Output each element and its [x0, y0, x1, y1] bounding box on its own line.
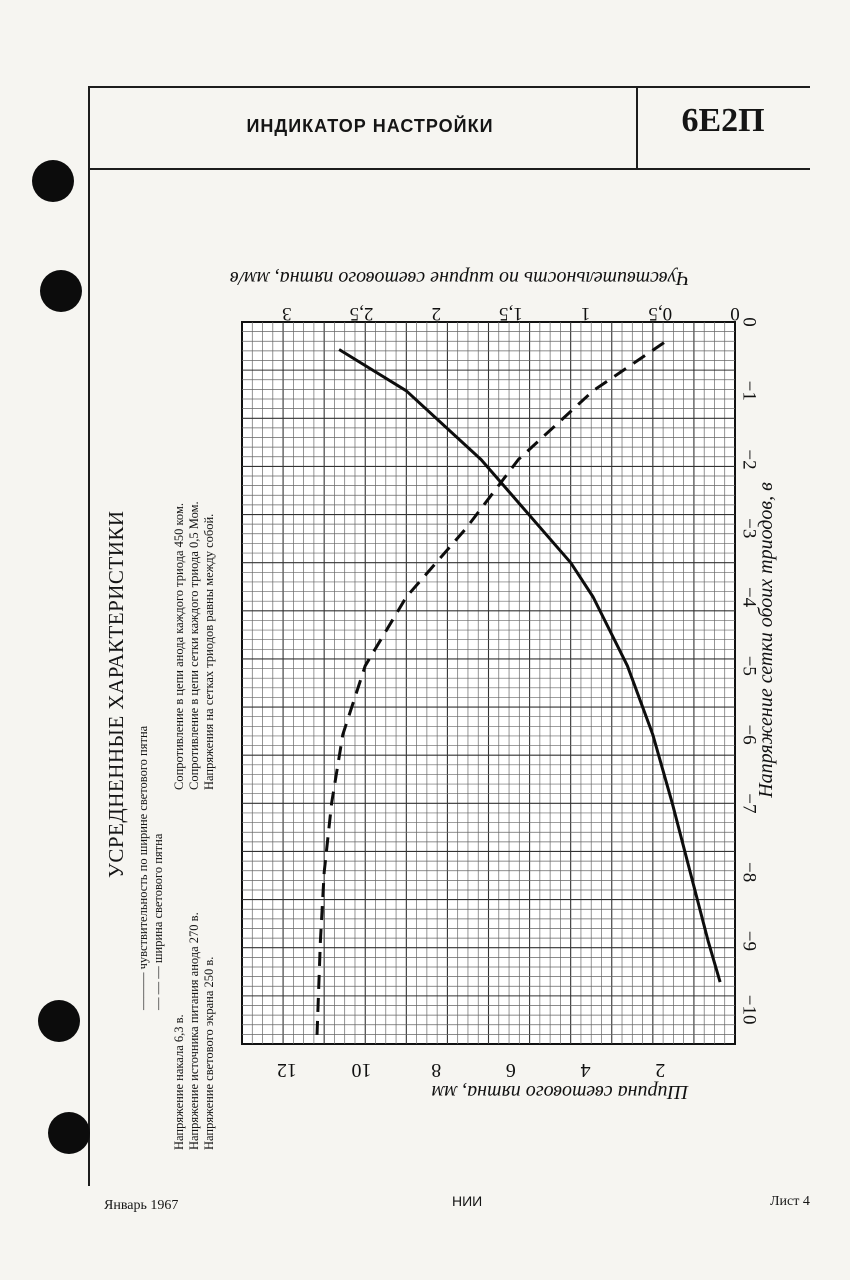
- y-right-tick-label: 1,5: [499, 303, 523, 324]
- footer-org: НИИ: [452, 1193, 483, 1209]
- footer-date: Январь 1967: [104, 1198, 179, 1213]
- x-tick-label: −1: [738, 380, 760, 401]
- y-left-tick-label: 4: [580, 1059, 591, 1081]
- x-axis-label: Напряжение сетки обоих триодов, в: [755, 482, 777, 798]
- y-right-tick-label: 2,5: [349, 303, 374, 324]
- y-right-tick-label: 0: [730, 303, 740, 324]
- y-right-tick-label: 2: [431, 303, 441, 324]
- y-left-tick-label: 6: [505, 1059, 516, 1081]
- y-left-tick-label: 12: [276, 1059, 297, 1081]
- condition-line: Сопротивление в цепи анода каждого триода 450 ком.: [172, 503, 186, 790]
- condition-line: Сопротивление в цепи сетки каждого триода 0,5 Мом.: [187, 501, 201, 790]
- x-tick-label: −2: [738, 449, 760, 470]
- y-left-tick-label: 10: [351, 1059, 372, 1081]
- condition-line: Напряжение накала 6,3 в.: [172, 1014, 186, 1150]
- y-left-axis-label: Ширина светового пятна, мм: [431, 1081, 689, 1103]
- y-right-axis-label: Чувствительность по ширине светового пятна, мм/в: [229, 267, 691, 289]
- x-tick-label: 0: [738, 317, 760, 327]
- tube-code: 6Е2П: [681, 102, 765, 139]
- y-right-tick-label: 0,5: [648, 303, 673, 324]
- condition-line: Напряжение источника питания анода 270 в.: [187, 912, 201, 1150]
- y-left-tick-label: 8: [431, 1059, 442, 1081]
- legend-title: УСРЕДНЕННЫЕ ХАРАКТЕРИСТИКИ: [104, 510, 128, 878]
- x-tick-label: −4: [738, 586, 760, 608]
- x-tick-label: −7: [738, 793, 760, 814]
- legend-solid: ——— чувствительность по ширине светового пятна: [136, 725, 150, 1010]
- x-tick-label: −6: [738, 724, 760, 745]
- y-left-tick-label: 2: [655, 1059, 666, 1081]
- footer-sheet-number: Лист 4: [770, 1194, 810, 1209]
- x-tick-label: −8: [738, 861, 760, 883]
- x-tick-label: −3: [738, 518, 760, 539]
- x-tick-label: −10: [738, 994, 760, 1025]
- x-tick-label: −9: [738, 930, 760, 951]
- legend-dashed: — — — ширина светового пятна: [151, 833, 165, 1010]
- y-right-tick-label: 3: [282, 303, 292, 324]
- condition-line: Напряжения на сетках триодов равны между собой.: [202, 513, 216, 790]
- y-right-tick-label: 1: [580, 303, 591, 324]
- condition-line: Напряжение светового экрана 250 в.: [202, 956, 216, 1150]
- x-tick-label: −5: [738, 655, 760, 676]
- page-title: ИНДИКАТОР НАСТРОЙКИ: [246, 116, 494, 136]
